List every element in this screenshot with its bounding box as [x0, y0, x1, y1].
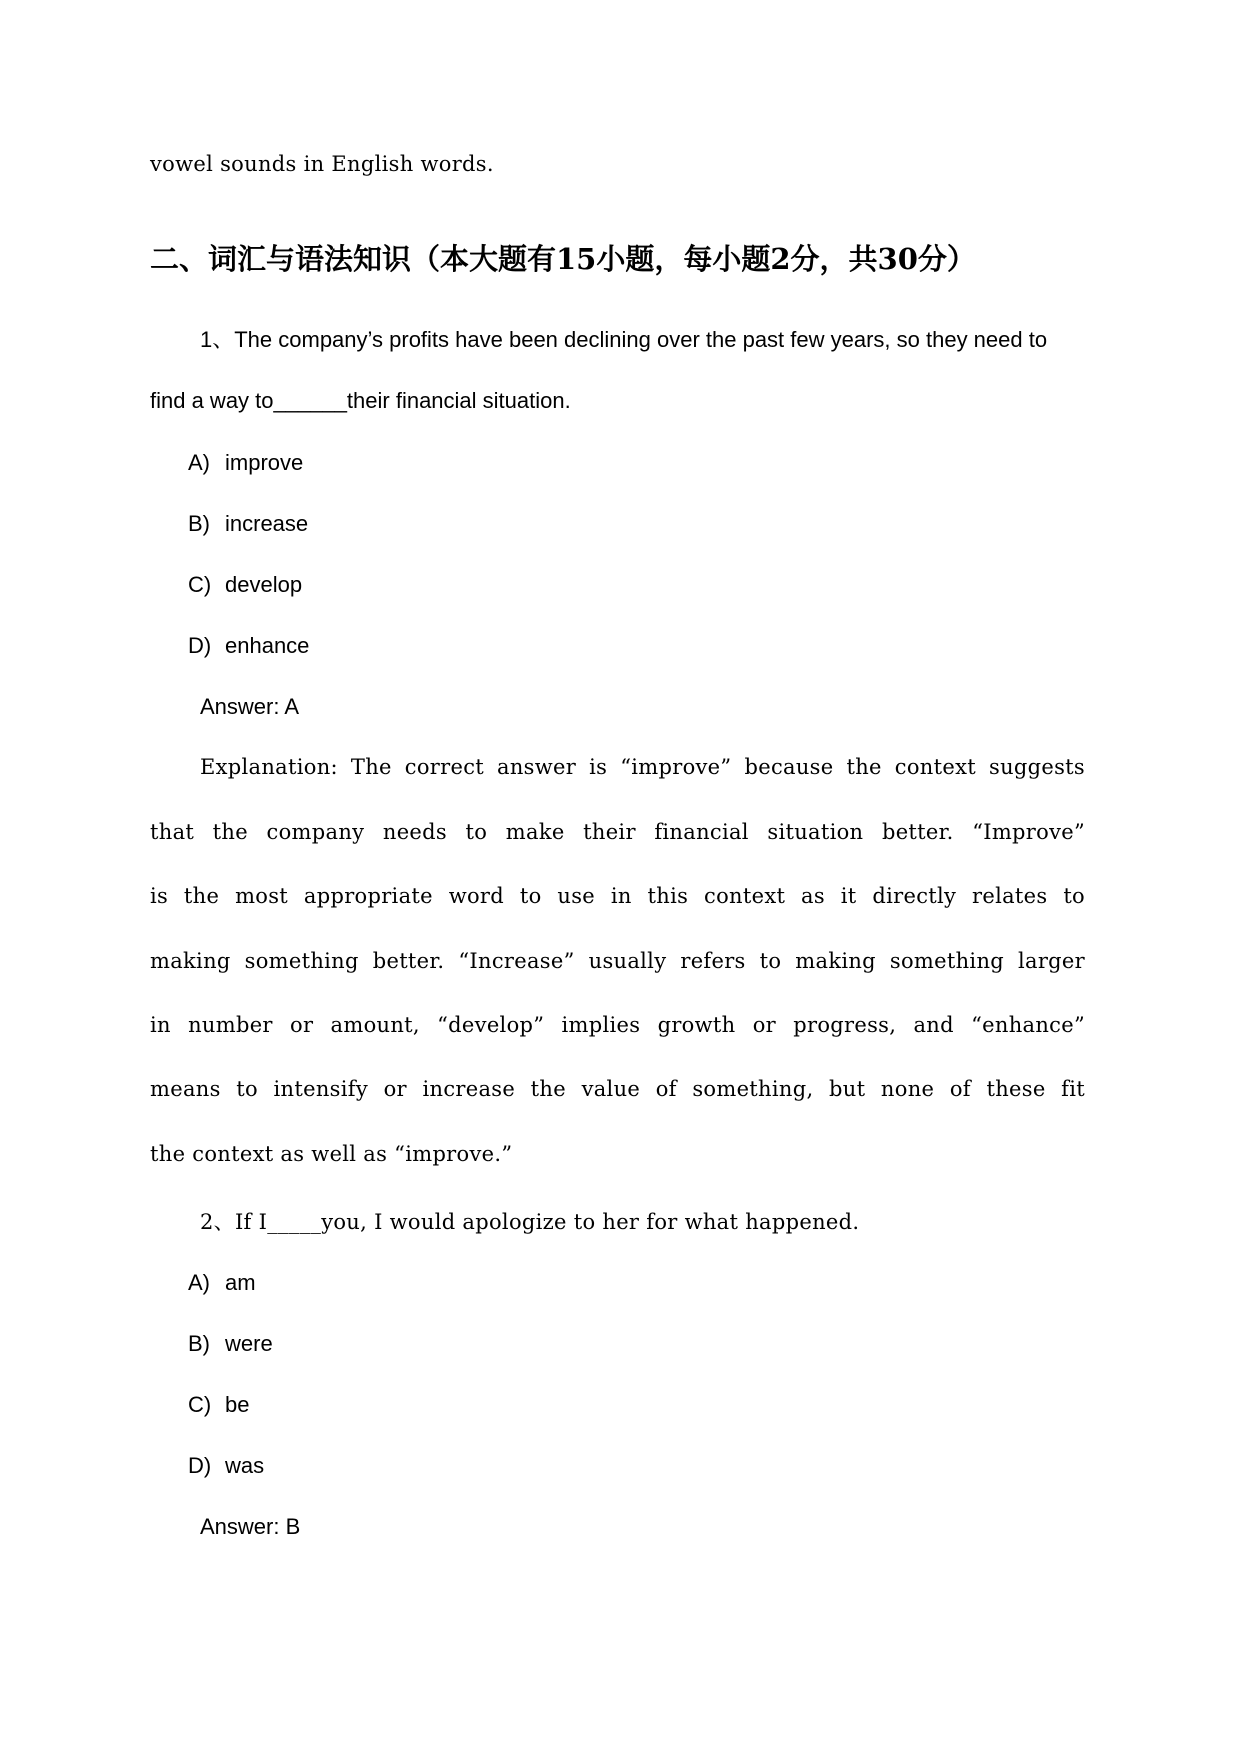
- question-1-stem-line-2: find a way to______their financial situation.: [150, 388, 571, 413]
- question-1-answer: Answer: A: [200, 694, 300, 719]
- option-text: am: [225, 1270, 256, 1295]
- explanation-line-3: is the most appropriate word to use in this context as it directly relates to: [150, 884, 1085, 908]
- question-2-option-c: [188, 1392, 249, 1418]
- question-2-option-b: [188, 1331, 273, 1357]
- question-1-option-c: [188, 572, 302, 598]
- option-letter: A): [188, 450, 210, 475]
- explanation-line-6: means to intensify or increase the value of something, but none of these fit: [150, 1077, 1085, 1101]
- option-text: was: [225, 1453, 265, 1478]
- option-text: improve: [225, 450, 304, 475]
- question-1-stem-line-1: 1、The company’s profits have been declining over the past few years, so they need to: [200, 327, 1048, 352]
- question-2-answer: Answer: B: [200, 1514, 301, 1539]
- question-2-option-d: [188, 1453, 264, 1479]
- explanation-line-1: Explanation: The correct answer is “improve” because the context suggests: [200, 755, 1085, 779]
- option-text: were: [225, 1331, 273, 1356]
- option-text: enhance: [225, 633, 310, 658]
- option-letter: D): [188, 633, 212, 658]
- question-2-stem: 2、If I_____you, I would apologize to her for what happened.: [200, 1210, 860, 1234]
- option-letter: D): [188, 1453, 212, 1478]
- option-letter: B): [188, 1331, 210, 1356]
- option-text: increase: [225, 511, 309, 536]
- option-text: be: [225, 1392, 250, 1417]
- explanation-line-7: the context as well as “improve.”: [150, 1142, 513, 1166]
- option-letter: A): [188, 1270, 210, 1295]
- explanation-line-5: in number or amount, “develop” implies growth or progress, and “enhance”: [150, 1013, 1085, 1037]
- question-1-option-b: [188, 511, 308, 537]
- question-2-option-a: [188, 1270, 256, 1296]
- explanation-line-4: making something better. “Increase” usually refers to making something larger: [150, 949, 1085, 973]
- option-text: develop: [225, 572, 303, 597]
- option-letter: C): [188, 572, 212, 597]
- section-heading: 二、词汇与语法知识（本大题有15小题，每小题2分，共30分）: [150, 242, 976, 276]
- explanation-line-2: that the company needs to make their financial situation better. “Improve”: [150, 820, 1085, 844]
- option-letter: C): [188, 1392, 212, 1417]
- option-letter: B): [188, 511, 210, 536]
- question-1-option-d: [188, 633, 309, 659]
- continuation-text: vowel sounds in English words.: [150, 152, 494, 176]
- question-1-option-a: [188, 450, 303, 476]
